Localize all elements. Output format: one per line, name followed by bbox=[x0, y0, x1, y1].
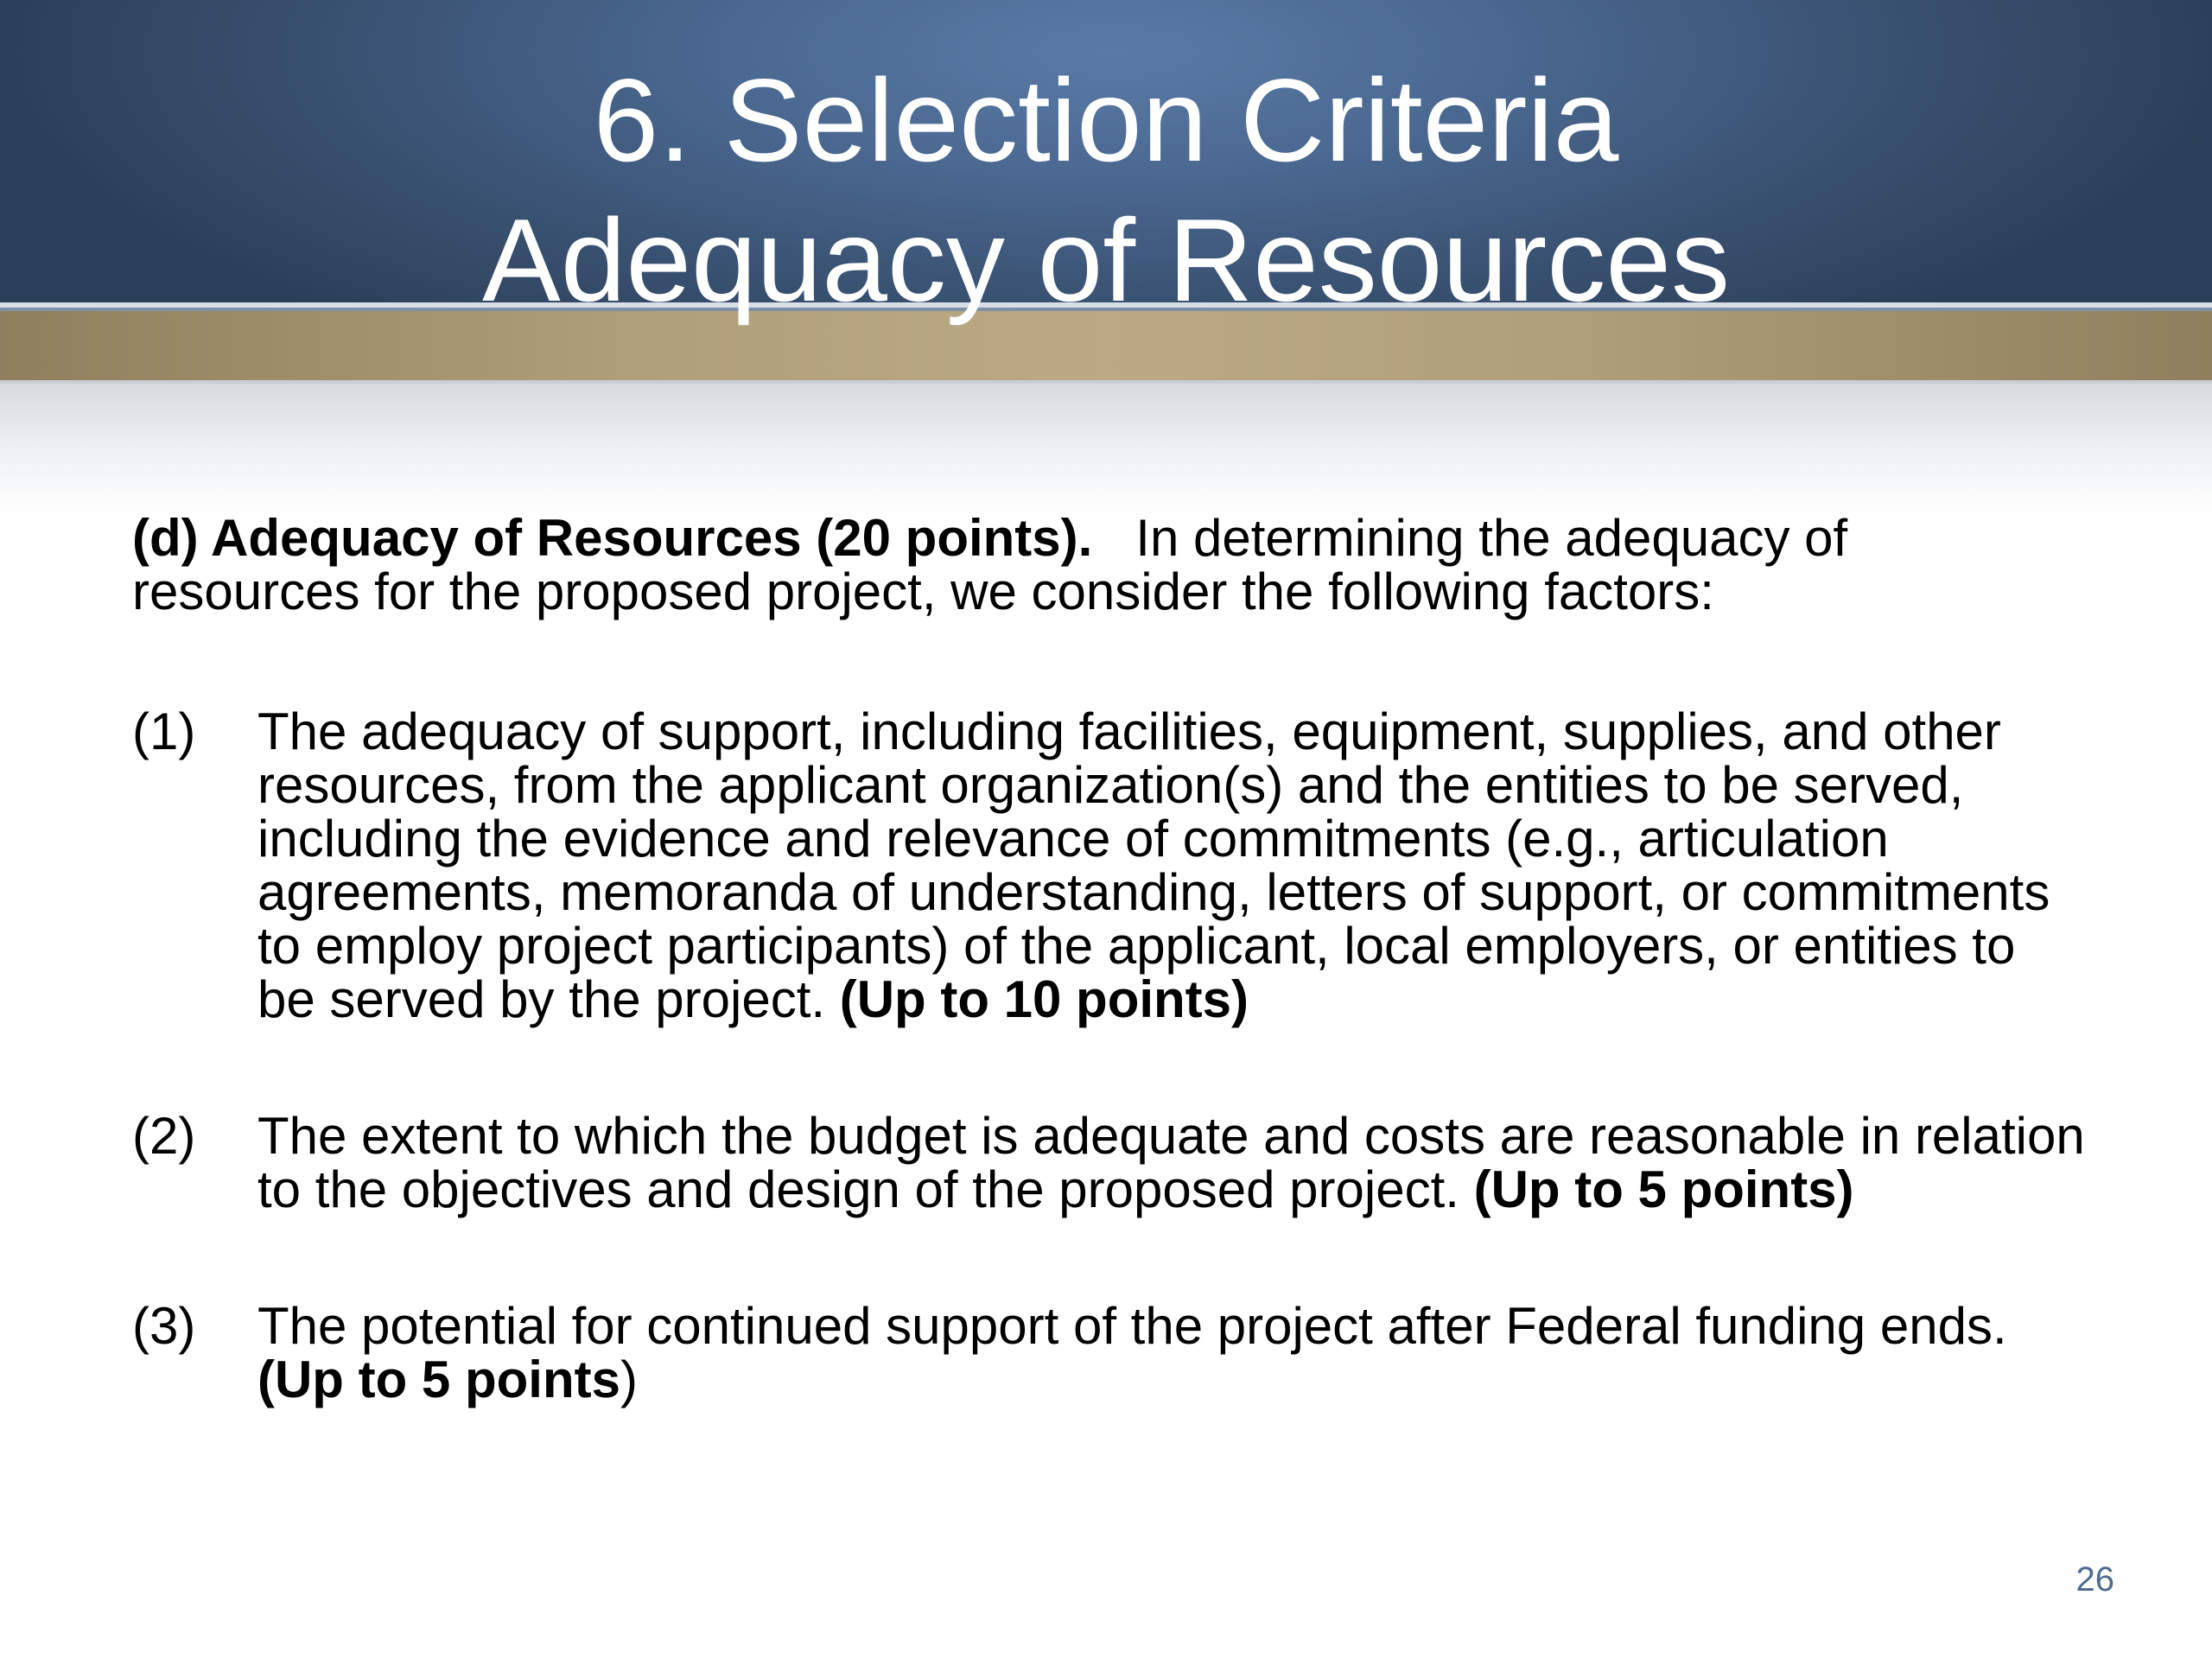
slide-title-line-1: 6. Selection Criteria bbox=[593, 54, 1619, 186]
criteria-item-body: The adequacy of support, including facilities, equipment, supplies, and other resources, from the applicant organization(s) and the entities to be served, including the evidence and relevance of commitments (e.g., articulation agreements, memoranda of understanding, letters of support, or commitments to employ project participants) of the applicant, local employers, or entities to be served by the project. bbox=[257, 702, 2050, 1028]
slide-body bbox=[132, 509, 2085, 1490]
criteria-item-body: The potential for continued support of the project after Federal funding ends. bbox=[257, 1297, 2007, 1355]
criteria-item-points: (Up to 10 points) bbox=[839, 970, 1249, 1028]
page-number: 26 bbox=[2075, 1560, 2114, 1599]
criteria-item-number: (2) bbox=[132, 1107, 196, 1165]
criteria-item-2 bbox=[132, 1109, 2085, 1217]
intro-text: In determining the adequacy of resources for the proposed project, we consider the following factors: bbox=[132, 509, 1862, 620]
criteria-item-body: The extent to which the budget is adequate and costs are reasonable in relation to the objectives and design of the proposed project. bbox=[257, 1107, 2085, 1218]
criteria-item-number: (1) bbox=[132, 702, 196, 760]
criteria-item-1 bbox=[132, 702, 2085, 1028]
intro-heading: (d) Adequacy of Resources (20 points). bbox=[132, 509, 1093, 567]
criteria-item-points: (Up to 5 points) bbox=[1473, 1160, 1854, 1218]
criteria-item-trailing: ) bbox=[620, 1351, 638, 1408]
slide-title bbox=[0, 50, 2212, 330]
fade-band bbox=[0, 384, 2212, 513]
criteria-item-points: (Up to 5 points bbox=[257, 1351, 620, 1408]
criteria-item-text bbox=[257, 1109, 2085, 1217]
criteria-item-3 bbox=[132, 1297, 2085, 1408]
criteria-item-number: (3) bbox=[132, 1297, 196, 1355]
criteria-item-text bbox=[257, 1297, 2085, 1408]
slide-title-line-2: Adequacy of Resources bbox=[482, 194, 1730, 326]
intro-paragraph bbox=[132, 509, 2085, 620]
criteria-item-text bbox=[257, 702, 2085, 1028]
